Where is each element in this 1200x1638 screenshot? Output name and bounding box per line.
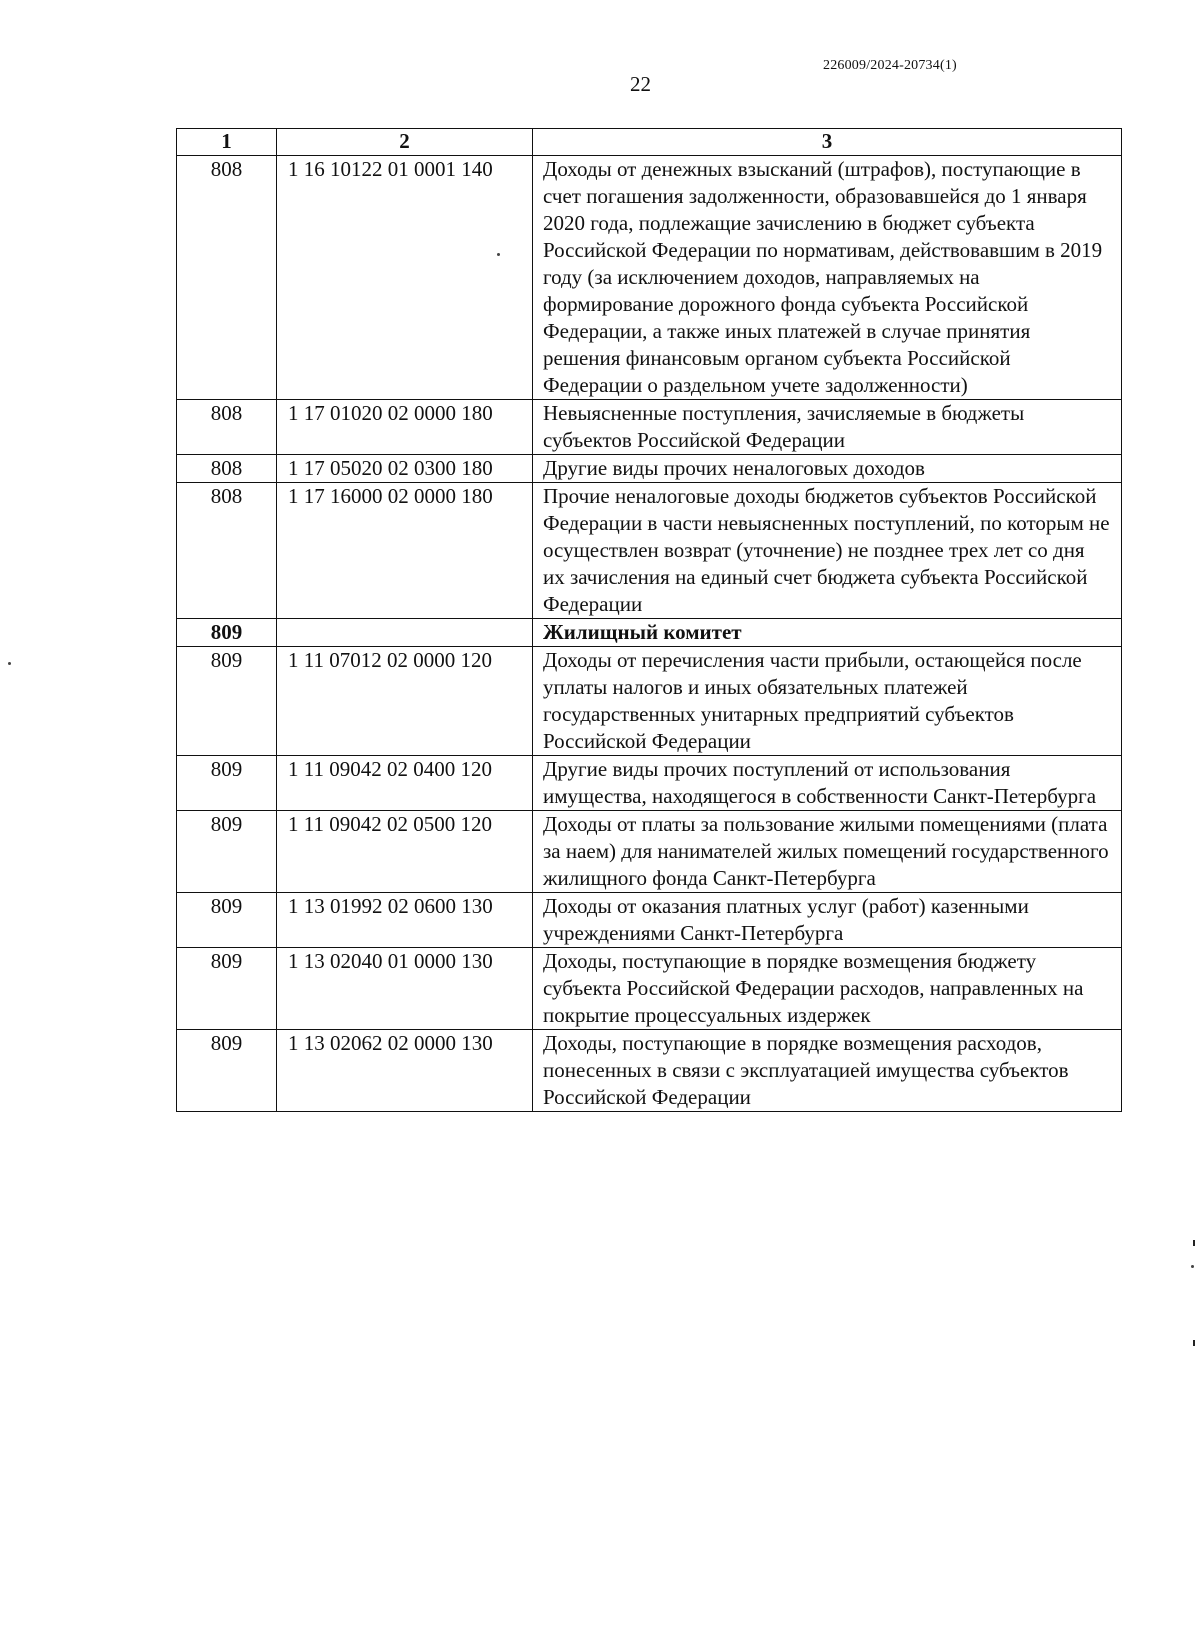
admin-code-cell: 809 — [177, 893, 277, 948]
admin-code-cell: 808 — [177, 156, 277, 400]
document-registration-number: 226009/2024-20734(1) — [823, 58, 957, 73]
income-code-cell: 1 13 01992 02 0600 130 — [277, 893, 533, 948]
section-title-cell: Жилищный комитет — [533, 619, 1122, 647]
income-code-cell: 1 16 10122 01 0001 140 — [277, 156, 533, 400]
income-name-cell: Невыясненные поступления, зачисляемые в бюджеты субъектов Российской Федерации — [533, 400, 1122, 455]
table-row — [177, 811, 1122, 893]
income-code-cell: 1 17 16000 02 0000 180 — [277, 483, 533, 619]
table-row — [177, 156, 1122, 400]
income-name-cell: Доходы от перечисления части прибыли, остающейся после уплаты налогов и иных обязательных платежей государственных унитарных предприятий субъектов Российской Федерации — [533, 647, 1122, 756]
income-name-cell: Доходы от денежных взысканий (штрафов), поступающие в счет погашения задолженности, образовавшейся до 1 января 2020 года, подлежащие зачислению в бюджет субъекта Российской Федерации по нормативам, действовавшим в 2019 году (за исключением доходов, направляемых на формирование дорожного фонда субъекта Российской Федерации, а также иных платежей в случае принятия решения финансовым органом субъекта Российской Федерации о раздельном учете задолженности) — [533, 156, 1122, 400]
table-row — [177, 647, 1122, 756]
income-code-cell: 1 11 09042 02 0400 120 — [277, 756, 533, 811]
admin-code-cell: 809 — [177, 619, 277, 647]
scan-mark — [1193, 1340, 1195, 1346]
income-name-cell: Доходы от оказания платных услуг (работ) казенными учреждениями Санкт-Петербурга — [533, 893, 1122, 948]
admin-code-cell: 808 — [177, 400, 277, 455]
table-row — [177, 756, 1122, 811]
admin-code-cell: 809 — [177, 647, 277, 756]
income-name-cell: Доходы от платы за пользование жилыми помещениями (плата за наем) для нанимателей жилых помещений государственного жилищного фонда Санкт-Петербурга — [533, 811, 1122, 893]
scan-mark — [1193, 1240, 1195, 1246]
table-header-row — [177, 129, 1122, 156]
column-header-1: 1 — [177, 129, 277, 156]
income-name-cell: Другие виды прочих неналоговых доходов — [533, 455, 1122, 483]
income-code-cell: 1 13 02062 02 0000 130 — [277, 1030, 533, 1112]
income-code-cell: 1 13 02040 01 0000 130 — [277, 948, 533, 1030]
scan-speck — [8, 662, 11, 665]
income-codes-table — [176, 128, 1122, 1112]
income-name-cell: Доходы, поступающие в порядке возмещения бюджету субъекта Российской Федерации расходов, направленных на покрытие процессуальных издержек — [533, 948, 1122, 1030]
table-row — [177, 948, 1122, 1030]
column-header-2: 2 — [277, 129, 533, 156]
admin-code-cell: 809 — [177, 811, 277, 893]
admin-code-cell: 809 — [177, 948, 277, 1030]
admin-code-cell: 809 — [177, 1030, 277, 1112]
scan-speck — [1191, 1265, 1194, 1268]
admin-code-cell: 808 — [177, 483, 277, 619]
section-heading-row — [177, 619, 1122, 647]
income-code-cell: 1 17 05020 02 0300 180 — [277, 455, 533, 483]
income-name-cell: Другие виды прочих поступлений от использования имущества, находящегося в собственности Санкт-Петербурга — [533, 756, 1122, 811]
page-number: 22 — [630, 72, 651, 96]
income-code-cell: 1 17 01020 02 0000 180 — [277, 400, 533, 455]
admin-code-cell: 808 — [177, 455, 277, 483]
table-row — [177, 483, 1122, 619]
admin-code-cell: 809 — [177, 756, 277, 811]
income-code-cell — [277, 619, 533, 647]
table-row — [177, 893, 1122, 948]
income-name-cell: Доходы, поступающие в порядке возмещения расходов, понесенных в связи с эксплуатацией имущества субъектов Российской Федерации — [533, 1030, 1122, 1112]
column-header-3: 3 — [533, 129, 1122, 156]
table-row — [177, 1030, 1122, 1112]
scan-speck — [497, 253, 500, 256]
income-name-cell: Прочие неналоговые доходы бюджетов субъектов Российской Федерации в части невыясненных поступлений, по которым не осуществлен возврат (уточнение) не позднее трех лет со дня их зачисления на единый счет бюджета субъекта Российской Федерации — [533, 483, 1122, 619]
table-row — [177, 400, 1122, 455]
income-code-cell: 1 11 09042 02 0500 120 — [277, 811, 533, 893]
income-code-cell: 1 11 07012 02 0000 120 — [277, 647, 533, 756]
table-row — [177, 455, 1122, 483]
